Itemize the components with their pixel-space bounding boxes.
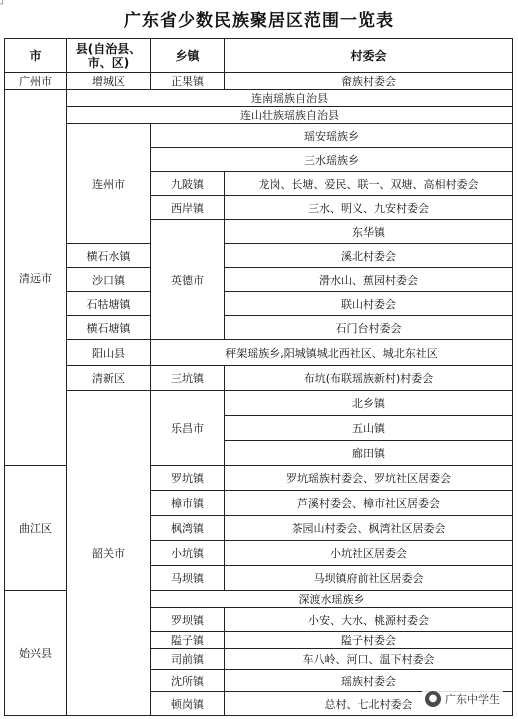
town-cell: 沈所镇 [151, 670, 225, 692]
village-cell: 石门台村委会 [225, 316, 513, 340]
town-cell: 廊田镇 [225, 441, 513, 466]
county-cell: 连山壮族瑶族自治县 [67, 107, 513, 124]
town-cell: 正果镇 [151, 73, 225, 90]
village-cell: 总村、七北村委会 [225, 692, 513, 716]
table-row [5, 268, 513, 292]
town-cell: 樟市镇 [151, 491, 225, 516]
village-cell: 秤架瑶族乡,阳城镇城北西社区、城北东社区 [151, 340, 513, 366]
town-cell: 东华镇 [225, 220, 513, 244]
header-village: 村委会 [225, 39, 513, 73]
county-cell: 阳山县 [67, 340, 151, 366]
county-cell: 连南瑶族自治县 [67, 90, 513, 107]
village-cell: 龙岗、长塘、爱民、联一、双塘、高相村委会 [225, 172, 513, 196]
village-cell: 罗坑瑶族村委会、罗坑社区居委会 [225, 466, 513, 491]
table-row [5, 316, 513, 340]
village-cell: 三水、明义、九安村委会 [225, 196, 513, 220]
county-cell: 连州市 [67, 124, 151, 244]
page-title: 广东省少数民族聚居区范围一览表 [124, 11, 394, 31]
table-header-row [5, 39, 513, 73]
village-cell: 芦溪村委会、樟市社区居委会 [225, 491, 513, 516]
village-cell: 小安、大水、桃源村委会 [225, 608, 513, 632]
town-cell: 横石水镇 [67, 244, 151, 268]
town-cell: 北乡镇 [225, 391, 513, 416]
village-cell: 隘子村委会 [225, 632, 513, 649]
county-cell: 增城区 [67, 73, 151, 90]
town-cell: 石牯塘镇 [67, 292, 151, 316]
table-row [5, 366, 513, 391]
town-cell: 小坑镇 [151, 541, 225, 566]
county-cell: 英德市 [151, 220, 225, 340]
village-cell: 联山村委会 [225, 292, 513, 316]
town-cell: 横石塘镇 [67, 316, 151, 340]
town-cell: 瑶安瑶族乡 [151, 124, 513, 148]
town-cell: 五山镇 [225, 416, 513, 441]
town-cell: 沙口镇 [67, 268, 151, 292]
town-cell: 司前镇 [151, 649, 225, 670]
city-cell: 韶关市 [67, 391, 151, 716]
county-cell: 乐昌市 [151, 391, 225, 466]
county-cell: 始兴县 [5, 591, 67, 716]
table-row [5, 244, 513, 268]
village-cell: 布坑(布联瑶族新村)村委会 [225, 366, 513, 391]
city-cell: 广州市 [5, 73, 67, 90]
village-cell: 畲族村委会 [225, 73, 513, 90]
watermark-text: 广东中学生 [445, 693, 500, 706]
town-cell: 罗坑镇 [151, 466, 225, 491]
corner-mark: ┘ [0, 0, 6, 10]
town-cell: 九陂镇 [151, 172, 225, 196]
village-cell: 茶园山村委会、枫湾社区居委会 [225, 516, 513, 541]
wechat-icon: ● [425, 691, 441, 707]
table-row [5, 73, 513, 90]
town-cell: 隘子镇 [151, 632, 225, 649]
table-row [5, 107, 513, 124]
table-row [5, 90, 513, 107]
header-city: 市 [5, 39, 67, 73]
table-row [5, 292, 513, 316]
header-county: 县(自治县、市、区) [67, 39, 151, 73]
village-cell: 马坝镇府前社区居委会 [225, 566, 513, 591]
village-cell: 瑶族村委会 [225, 670, 513, 692]
city-cell: 清远市 [5, 90, 67, 466]
town-cell: 顿岗镇 [151, 692, 225, 716]
header-town: 乡镇 [151, 39, 225, 73]
county-cell: 曲江区 [5, 466, 67, 591]
village-cell: 车八岭、河口、温下村委会 [225, 649, 513, 670]
village-cell: 滑水山、蕉园村委会 [225, 268, 513, 292]
village-cell: 溪北村委会 [225, 244, 513, 268]
table-row [5, 340, 513, 366]
town-cell: 西岸镇 [151, 196, 225, 220]
county-cell: 清新区 [67, 366, 151, 391]
town-cell: 罗坝镇 [151, 608, 225, 632]
town-cell: 三坑镇 [151, 366, 225, 391]
town-cell: 深渡水瑶族乡 [151, 591, 513, 608]
town-cell: 枫湾镇 [151, 516, 225, 541]
town-cell: 马坝镇 [151, 566, 225, 591]
region-table [4, 38, 513, 716]
table-row [5, 124, 513, 148]
table-row [5, 391, 513, 416]
village-cell: 小坑社区居委会 [225, 541, 513, 566]
watermark [422, 690, 503, 708]
town-cell: 三水瑶族乡 [151, 148, 513, 172]
